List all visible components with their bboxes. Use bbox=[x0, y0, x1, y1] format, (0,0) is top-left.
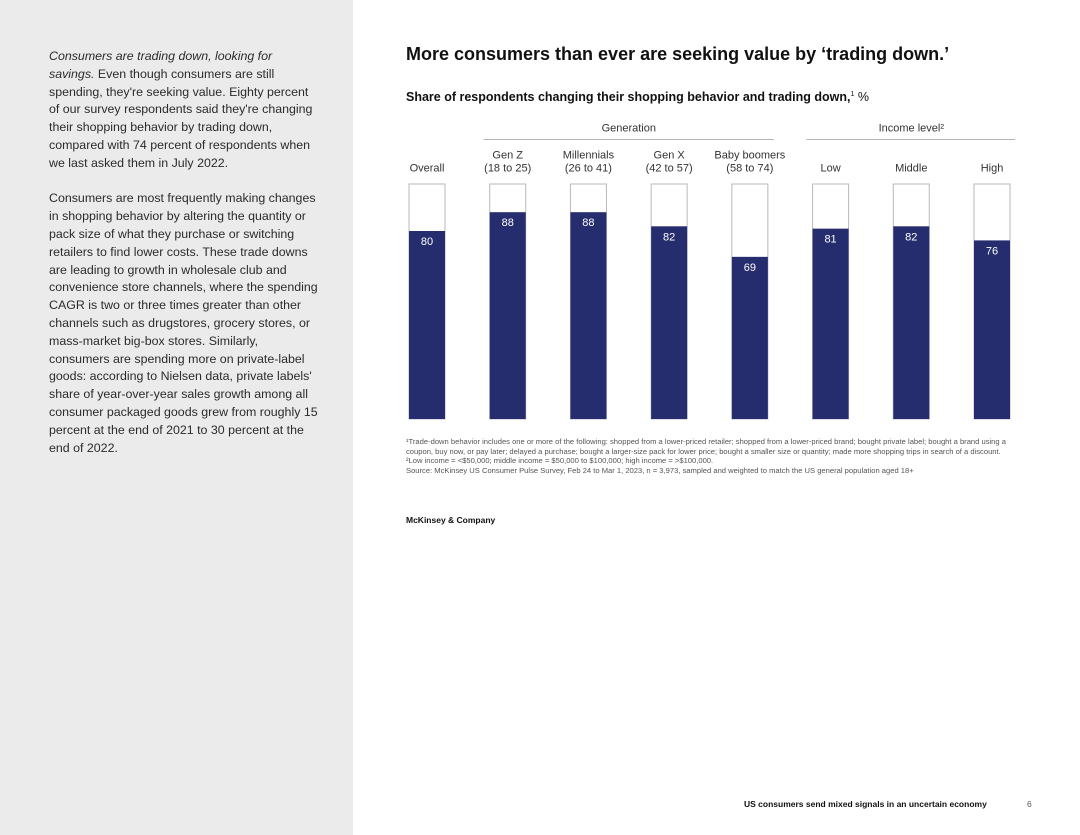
page-number: 6 bbox=[1027, 799, 1032, 809]
category-sublabel-gen-z: (18 to 25) bbox=[484, 162, 532, 175]
data-label-middle: 82 bbox=[905, 231, 918, 244]
category-label-high: High bbox=[980, 162, 1004, 175]
category-label-overall: Overall bbox=[409, 162, 445, 175]
category-label-baby-boomers: Baby boomers bbox=[714, 149, 786, 162]
sidebar-body-1: Even though consumers are still spending, they're seeking value. Eighty percent of our survey respondents said they're changing their shopping behavior by trading down, compared with 74 percent of respondents when we last asked them in July 2022. bbox=[49, 66, 313, 170]
category-sublabel-millennials: (26 to 41) bbox=[564, 162, 612, 175]
category-sublabel-gen-x: (42 to 57) bbox=[645, 162, 693, 175]
data-label-baby-boomers: 69 bbox=[743, 261, 756, 274]
bar-millennials bbox=[570, 212, 606, 419]
data-label-gen-z: 88 bbox=[501, 217, 514, 230]
bar-chart bbox=[400, 115, 1015, 425]
footnote-1: ¹Trade-down behavior includes one or more of the following: shopped from a lower-priced retailer; shopped from a lower-priced brand; bought private label; bought a brand using a coupon, buy now, or pay later; delayed a purchase; bought a larger-size pack for lower price; bought a smaller size or quantity; made more shopping trips in search of a discount. bbox=[406, 437, 1006, 456]
chart-subtitle bbox=[406, 90, 869, 104]
sidebar-lead: Consumers are trading down, looking for savings. bbox=[49, 49, 273, 81]
category-label-low: Low bbox=[820, 162, 841, 175]
footnotes bbox=[406, 437, 1021, 475]
group-label-income-level-: Income level² bbox=[878, 122, 944, 135]
brand-name: McKinsey & Company bbox=[406, 515, 496, 525]
sidebar-paragraph-1 bbox=[49, 48, 321, 173]
bar-gen-z bbox=[490, 212, 526, 419]
footer-title: US consumers send mixed signals in an uncertain economy bbox=[744, 799, 987, 809]
category-sublabel-baby-boomers: (58 to 74) bbox=[726, 162, 774, 175]
category-label-gen-z: Gen Z bbox=[492, 149, 524, 162]
chart-title: More consumers than ever are seeking value by ‘trading down.’ bbox=[406, 44, 950, 64]
category-label-millennials: Millennials bbox=[562, 149, 615, 162]
category-label-gen-x: Gen X bbox=[653, 149, 685, 162]
bar-middle bbox=[893, 226, 929, 419]
bar-overall bbox=[409, 231, 445, 419]
category-label-middle: Middle bbox=[895, 162, 928, 175]
bar-low bbox=[813, 229, 849, 419]
bar-baby-boomers bbox=[732, 257, 768, 419]
group-label-generation: Generation bbox=[601, 122, 657, 135]
sidebar-panel bbox=[0, 0, 353, 835]
data-label-low: 81 bbox=[824, 233, 837, 246]
sidebar-paragraph-2: Consumers are most frequently making changes in shopping behavior by altering the quantity or pack size of what they purchase or switching retailers to find lower costs. These trade downs are leading to growth in wholesale club and convenience store channels, where the spending CAGR is two or three times greater than other channels such as drugstores, grocery stores, or mass-market big-box stores. Similarly, consumers are spending more on private-label goods: according to Nielsen data, private labels' share of year-over-year sales growth among all consumer packaged goods grew from roughly 15 percent at the end of 2021 to 30 percent at the end of 2022. bbox=[49, 191, 318, 455]
chart-subtitle-footnote-ref: 1 bbox=[850, 90, 855, 98]
chart-subtitle-text: Share of respondents changing their shopping behavior and trading down, bbox=[406, 90, 851, 104]
chart-subtitle-unit: % bbox=[857, 90, 869, 104]
bar-gen-x bbox=[651, 226, 687, 419]
data-label-millennials: 88 bbox=[582, 217, 595, 230]
footnote-source: Source: McKinsey US Consumer Pulse Survey, Feb 24 to Mar 1, 2023, n = 3,973, sampled and weighted to match the US general population aged 18+ bbox=[406, 465, 914, 475]
sidebar-text bbox=[49, 48, 321, 475]
data-label-overall: 80 bbox=[420, 236, 434, 248]
footnote-2: ²Low income = <$50,000; middle income = $50,000 to $100,000; high income = >$100,000. bbox=[406, 456, 714, 466]
data-label-gen-x: 82 bbox=[663, 231, 676, 244]
bar-high bbox=[974, 240, 1010, 419]
data-label-high: 76 bbox=[985, 245, 999, 258]
